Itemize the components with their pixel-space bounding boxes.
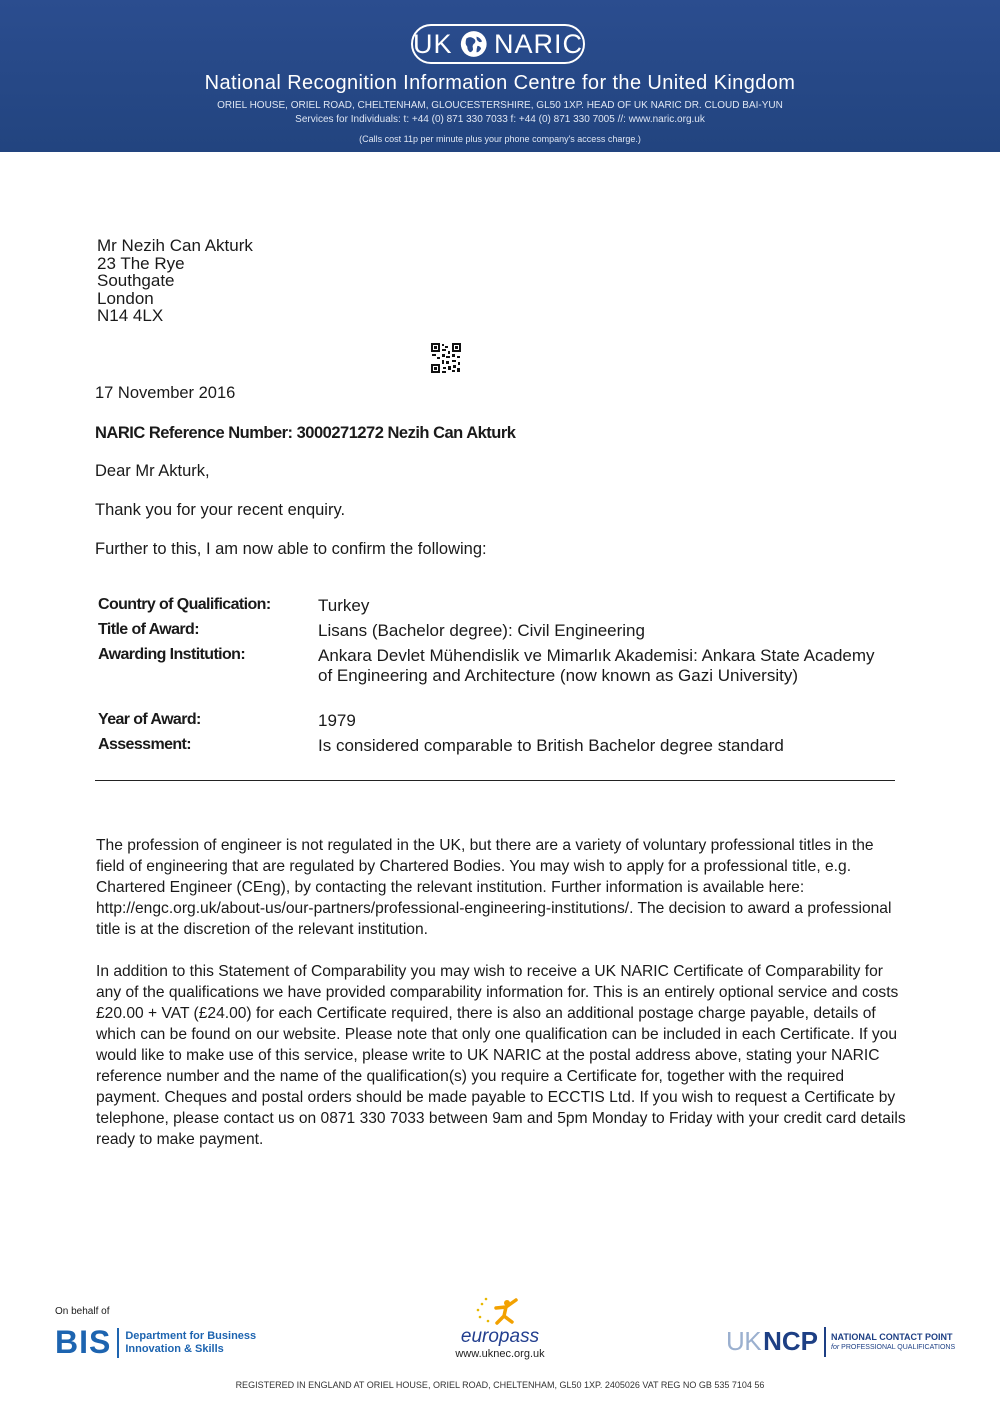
recipient-address — [97, 237, 253, 325]
recipient-city: London — [97, 288, 154, 308]
globe-icon — [459, 28, 488, 60]
section-divider — [95, 780, 895, 781]
thanks-line: Thank you for your recent enquiry. — [95, 501, 346, 519]
year-value: 1979 — [318, 711, 356, 730]
year-label: Year of Award: — [98, 711, 201, 728]
call-cost-note: (Calls cost 11p per minute plus your phone company's access charge.) — [359, 134, 641, 144]
organisation-title: National Recognition Information Centre for the United Kingdom — [204, 72, 796, 94]
logo-naric-text: NARIC — [493, 28, 583, 59]
institution-value: Ankara Devlet Mühendislik ve Mimarlık Akademisi: Ankara State Academy of Engineering and Architecture (now known as Gazi University) — [318, 646, 875, 685]
bis-mark: BIS — [55, 1324, 112, 1360]
institution-label: Awarding Institution: — [98, 646, 246, 663]
registration-footer: REGISTERED IN ENGLAND AT ORIEL HOUSE, ORIEL ROAD, CHELTENHAM, GL50 1XP. 2405026 VAT REG NO GB 535 7104 56 — [235, 1380, 765, 1390]
ncp-uk-text: UK — [726, 1326, 762, 1356]
on-behalf-label: On behalf of — [55, 1306, 110, 1317]
europass-logo — [440, 1296, 560, 1360]
assessment-value: Is considered comparable to British Bachelor degree standard — [318, 736, 784, 755]
letter-date: 17 November 2016 — [95, 384, 236, 402]
intro-line: Further to this, I am now able to confirm the following: — [95, 540, 487, 558]
bis-logo — [55, 1324, 256, 1361]
contact-details: Services for Individuals: t: +44 (0) 871 330 7033 f: +44 (0) 871 330 7005 //: www.naric.org.uk — [295, 114, 705, 125]
engineering-titles-paragraph: The profession of engineer is not regulated in the UK, but there are a variety of voluntary professional titles in the field of engineering that are regulated by Chartered Bodies. You may wish to apply for a professional title, e.g. Chartered Engineer (CEng), by contacting the relevant institution. Further information is available here: http://engc.org.uk/about-us/our-partners/professional-engineering-institutions/. The decision to award a professional title is at the discretion of the relevant institution. — [96, 837, 892, 938]
ncp-title: NATIONAL CONTACT POINT — [831, 1331, 953, 1342]
salutation: Dear Mr Akturk, — [95, 462, 210, 480]
ncp-divider — [824, 1327, 826, 1357]
europass-figure-icon — [470, 1296, 530, 1326]
logo-uk-text: UK — [413, 28, 453, 59]
assessment-label: Assessment: — [98, 736, 192, 753]
uk-ncp-logo — [726, 1326, 955, 1357]
ncp-sub-text: PROFESSIONAL QUALIFICATIONS — [841, 1343, 956, 1351]
country-value: Turkey — [318, 596, 370, 615]
naric-reference-number: NARIC Reference Number: 3000271272 Nezih Can Akturk — [95, 424, 516, 442]
award-title-value: Lisans (Bachelor degree): Civil Engineering — [318, 621, 645, 640]
organisation-address: ORIEL HOUSE, ORIEL ROAD, CHELTENHAM, GLOUCESTERSHIRE, GL50 1XP. HEAD OF UK NARIC DR. CLOUD BAI-YUN — [217, 100, 783, 111]
country-label: Country of Qualification: — [98, 596, 271, 613]
bis-name-line-1: Department for Business — [125, 1329, 257, 1342]
recipient-postcode: N14 4LX — [97, 306, 164, 325]
recipient-street: 23 The Rye — [97, 253, 185, 273]
ncp-subtitle — [831, 1343, 955, 1352]
letterhead-banner — [0, 0, 1000, 152]
bis-divider — [117, 1328, 119, 1358]
bis-name-line-2: Innovation & Skills — [125, 1342, 224, 1355]
uk-naric-logo — [411, 24, 585, 64]
europass-url: www.uknec.org.uk — [455, 1348, 545, 1360]
award-title-label: Title of Award: — [98, 621, 199, 638]
recipient-name: Mr Nezih Can Akturk — [97, 236, 253, 255]
recipient-area: Southgate — [97, 271, 175, 290]
certificate-paragraph: In addition to this Statement of Comparability you may wish to receive a UK NARIC Certificate of Comparability for any of the qualifications we have provided comparability information for. This is an entirely optional service and costs £20.00 + VAT (£24.00) for each Certificate required, there is also an additional postage charge payable, details of which can be found on our website. Please note that only one qualification can be included in each Certificate. If you would like to make use of this service, please write to UK NARIC at the postal address above, stating your NARIC reference number and the name of the qualification(s) you require a Certificate for, together with the required payment. Cheques and postal orders should be made payable to ECCTIS Ltd. If you wish to request a Certificate by telephone, please contact us on 0871 330 7033 between 9am and 5pm Monday to Friday with your credit card details ready to make payment. — [96, 963, 906, 1148]
europass-wordmark: europass — [460, 1326, 540, 1347]
ncp-text: NCP — [763, 1326, 819, 1356]
ncp-sub-for: for — [831, 1343, 840, 1351]
ncp-caption — [831, 1332, 955, 1352]
bis-department-name — [125, 1330, 256, 1356]
qr-code-icon — [430, 342, 462, 374]
